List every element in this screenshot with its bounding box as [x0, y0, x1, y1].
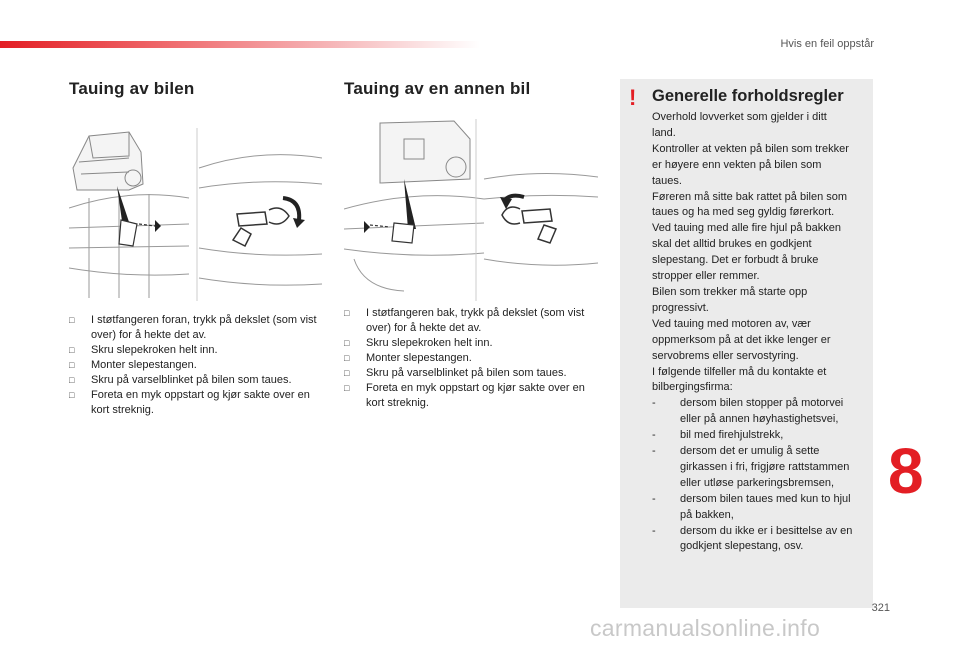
note-line: progressivt. — [652, 301, 709, 314]
list-item: □ Monter slepestangen. — [344, 352, 472, 364]
list-item: □ Skru på varselblinket på bilen som taues. — [69, 374, 292, 386]
note-line: taues og ha med seg gyldig førerkort. — [652, 206, 835, 219]
checkbox-bullet-icon: □ — [69, 315, 75, 325]
note-line: I følgende tilfeller må du kontakte et — [652, 365, 827, 378]
checkbox-bullet-icon: □ — [69, 345, 75, 355]
header-accent-bar — [0, 41, 480, 48]
section-title-towing-other-car: Tauing av en annen bil — [344, 79, 531, 98]
note-line: oppmerksom på at det ikke lenger er — [652, 333, 831, 346]
dash-list-item: - dersom det er umulig å sette girkassen i fri, frigjøre rattstammen eller utløse parkeringsbremsen, — [652, 445, 850, 489]
note-line: stropper eller remmer. — [652, 270, 760, 283]
note-line: land. — [652, 126, 676, 139]
checkbox-bullet-icon: □ — [69, 360, 75, 370]
note-line: Overhold lovverket som gjelder i ditt — [652, 111, 827, 123]
note-title: Generelle forholdsregler — [652, 87, 844, 105]
note-line: Bilen som trekker må starte opp — [652, 285, 808, 298]
rear-tow-eye-illustration — [344, 119, 598, 301]
dash-list-item: - dersom bilen stopper på motorvei eller på annen høyhastighetsvei, — [652, 397, 844, 426]
note-line: er høyere enn vekten på bilen som — [652, 158, 822, 171]
list-item: □ Foreta en myk oppstart og kjør sakte over en kort streknig. — [69, 389, 310, 416]
note-line: Kontroller at vekten på bilen som trekker — [652, 142, 849, 155]
checkbox-bullet-icon: □ — [344, 353, 350, 363]
note-body — [652, 110, 870, 555]
checkbox-bullet-icon: □ — [344, 383, 350, 393]
list-item: □ Monter slepestangen. — [69, 359, 197, 371]
precautions-note-box — [620, 79, 873, 608]
checkbox-bullet-icon: □ — [344, 308, 350, 318]
list-item: □ Foreta en myk oppstart og kjør sakte over en kort streknig. — [344, 382, 585, 409]
note-line: Ved tauing med motoren av, vær — [652, 317, 811, 330]
note-line: Føreren må sitte bak rattet på bilen som — [652, 190, 848, 203]
chapter-title: Hvis en feil oppstår — [780, 38, 874, 50]
section-title-towing-own-car: Tauing av bilen — [69, 79, 195, 98]
list-item: □ Skru på varselblinket på bilen som taues. — [344, 367, 567, 379]
checkbox-bullet-icon: □ — [344, 338, 350, 348]
left-steps-list — [69, 313, 324, 418]
note-line: slepestang. Det er forbudt å bruke — [652, 254, 819, 267]
note-line: taues. — [652, 174, 682, 187]
list-item: □ I støtfangeren bak, trykk på dekslet (som vist over) for å hekte det av. — [344, 307, 585, 334]
dash-list-item: - bil med firehjulstrekk, — [652, 429, 784, 442]
warning-exclamation-icon: ! — [629, 85, 637, 110]
dash-list-item: - dersom bilen taues med kun to hjul på bakken, — [652, 492, 851, 521]
note-line: servobrems eller servostyring. — [652, 349, 799, 362]
list-item: □ Skru slepekroken helt inn. — [69, 344, 218, 356]
checkbox-bullet-icon: □ — [69, 375, 75, 385]
front-tow-eye-illustration — [69, 128, 322, 301]
middle-steps-list — [344, 306, 599, 411]
list-item: □ Skru slepekroken helt inn. — [344, 337, 493, 349]
list-item: □ I støtfangeren foran, trykk på dekslet (som vist over) for å hekte det av. — [69, 314, 317, 341]
note-line: Ved tauing med alle fire hjul på bakken — [652, 222, 841, 235]
dash-list-item: - dersom du ikke er i besittelse av en godkjent slepestang, osv. — [652, 524, 853, 553]
watermark: carmanualsonline.info — [590, 615, 821, 641]
page-number: 321 — [871, 602, 890, 614]
note-line: bilbergingsfirma: — [652, 381, 733, 394]
chapter-number: 8 — [888, 435, 924, 507]
note-line: skal det alltid brukes en godkjent — [652, 238, 812, 251]
checkbox-bullet-icon: □ — [69, 390, 75, 400]
checkbox-bullet-icon: □ — [344, 368, 350, 378]
